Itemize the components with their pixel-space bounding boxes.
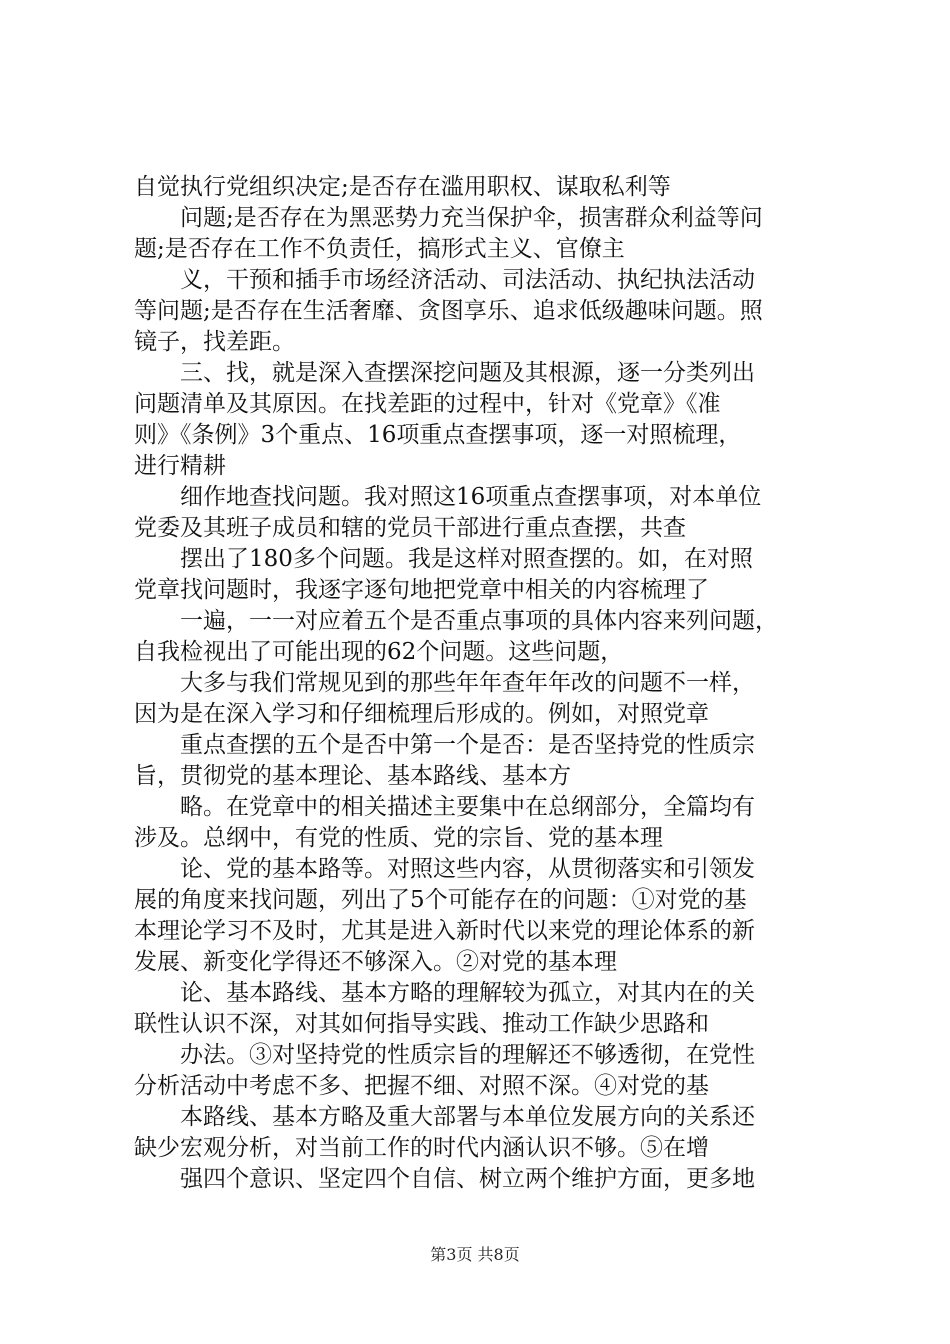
text-line: 则》《条例》3个重点、16项重点查摆事项，逐一对照梳理，: [134, 422, 742, 448]
text-line: 题;是否存在工作不负责任，搞形式主义、官僚主: [134, 236, 625, 262]
text-line: 缺少宏观分析，对当前工作的时代内涵认识不够。⑤在增: [134, 1135, 709, 1161]
page-footer: 第3页 共8页: [430, 1245, 520, 1264]
text-line: 等问题;是否存在生活奢靡、贪图享乐、追求低级趣味问题。照: [134, 298, 763, 324]
text-line: 发展、新变化学得还不够深入。②对党的基本理: [134, 949, 617, 975]
text-line: 自觉执行党组织决定;是否存在滥用职权、谋取私利等: [134, 174, 671, 200]
text-line: 镜子，找差距。: [134, 329, 295, 355]
text-line: 本理论学习不及时，尤其是进入新时代以来党的理论体系的新: [134, 918, 755, 944]
text-line: 问题;是否存在为黑恶势力充当保护伞，损害群众利益等问: [180, 205, 763, 231]
text-line: 进行精耕: [134, 453, 226, 479]
text-line: 一遍，一一对应着五个是否重点事项的具体内容来列问题，: [180, 608, 778, 634]
text-line: 论、基本路线、基本方略的理解较为孤立，对其内在的关: [180, 980, 755, 1006]
text-line: 党委及其班子成员和辖的党员干部进行重点查摆，共查: [134, 515, 686, 541]
text-line: 自我检视出了可能出现的62个问题。这些问题，: [134, 639, 624, 665]
text-line: 问题清单及其原因。在找差距的过程中，针对《党章》《准: [134, 391, 721, 417]
text-line: 旨，贯彻党的基本理论、基本路线、基本方: [134, 763, 571, 789]
body-text: [134, 172, 834, 1195]
text-line: 分析活动中考虑不多、把握不细、对照不深。④对党的基: [134, 1073, 709, 1099]
text-line: 义，干预和插手市场经济活动、司法活动、执纪执法活动: [180, 267, 755, 293]
text-line: 办法。③对坚持党的性质宗旨的理解还不够透彻，在党性: [180, 1042, 755, 1068]
text-line: 重点查摆的五个是否中第一个是否：是否坚持党的性质宗: [180, 732, 755, 758]
text-line: 展的角度来找问题，列出了5个可能存在的问题：①对党的基: [134, 887, 747, 913]
text-line: 联性认识不深，对其如何指导实践、推动工作缺少思路和: [134, 1011, 709, 1037]
text-line: 摆出了180多个问题。我是这样对照查摆的。如，在对照: [180, 546, 753, 572]
text-line: 论、党的基本路等。对照这些内容，从贯彻落实和引领发: [180, 856, 755, 882]
text-line: 三、找，就是深入查摆深挖问题及其根源，逐一分类列出: [180, 360, 755, 386]
text-line: 涉及。总纲中，有党的性质、党的宗旨、党的基本理: [134, 825, 663, 851]
text-line: 大多与我们常规见到的那些年年查年年改的问题不一样，: [180, 670, 755, 696]
text-line: 因为是在深入学习和仔细梳理后形成的。例如，对照党章: [134, 701, 709, 727]
text-line: 本路线、基本方略及重大部署与本单位发展方向的关系还: [180, 1104, 755, 1130]
text-line: 强四个意识、坚定四个自信、树立两个维护方面，更多地: [180, 1166, 755, 1192]
text-line: 细作地查找问题。我对照这16项重点查摆事项，对本单位: [180, 484, 762, 510]
text-line: 党章找问题时，我逐字逐句地把党章中相关的内容梳理了: [134, 577, 709, 603]
text-line: 略。在党章中的相关描述主要集中在总纲部分，全篇均有: [180, 794, 755, 820]
